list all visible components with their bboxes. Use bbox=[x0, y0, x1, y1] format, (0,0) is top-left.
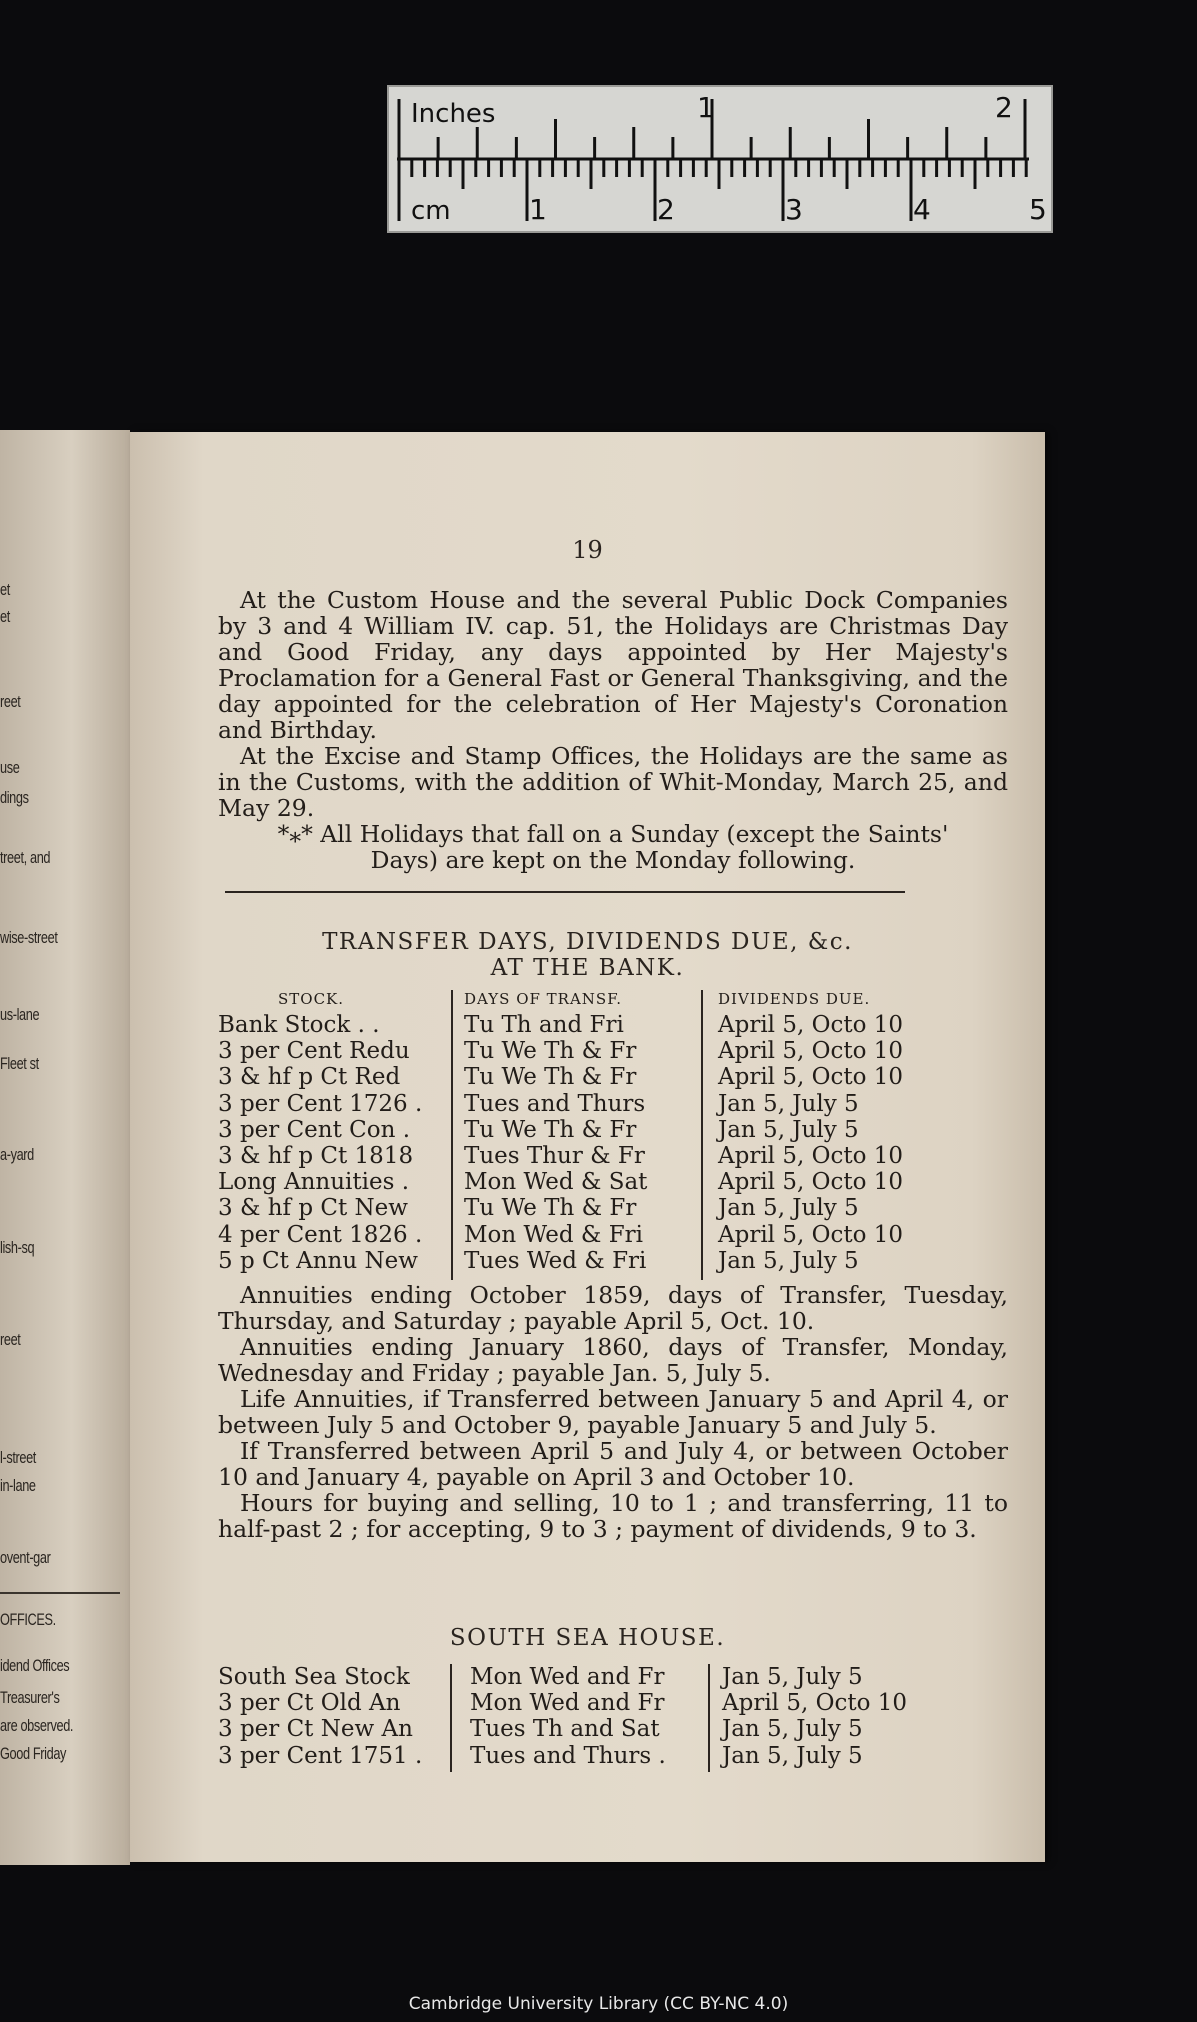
left-page-text-fragment: are observed. bbox=[0, 1716, 74, 1735]
life-annuities-paragraph: Life Annuities, if Transferred between January 5 and April 4, or between July 5 and October 9, payable January 5 and July 5. bbox=[218, 1385, 1008, 1439]
left-page-text-fragment: in-lane bbox=[0, 1476, 36, 1495]
ruler-cm-number: 4 bbox=[913, 193, 931, 226]
hours-paragraph: Hours for buying and selling, 10 to 1 ; and transferring, 11 to half-past 2 ; for accepting, 9 to 3 ; payment of dividends, 9 to 3. bbox=[218, 1489, 1008, 1543]
south-sea-dividends-column bbox=[722, 1664, 1002, 1769]
dividends-due-cell: Jan 5, July 5 bbox=[722, 1716, 863, 1743]
left-page-text-fragment: treet, and bbox=[0, 848, 51, 867]
transfer-days-cell: Tu We Th & Fr bbox=[464, 1116, 637, 1143]
transferred-paragraph: If Transferred between April 5 and July 4, or between October 10 and January 4, payable on April 3 and October 10. bbox=[218, 1437, 1008, 1491]
dividends-due-cell: Jan 5, July 5 bbox=[718, 1116, 859, 1143]
ruler-cm-label: cm bbox=[411, 196, 451, 226]
transfer-days-cell: Tu We Th & Fr bbox=[464, 1038, 637, 1065]
annuities-1860-paragraph: Annuities ending January 1860, days of Transfer, Monday, Wednesday and Friday ; payable Jan. 5, July 5. bbox=[218, 1333, 1008, 1387]
stock-cell: 3 per Cent Redu bbox=[218, 1038, 410, 1065]
ruler-cm-number: 1 bbox=[529, 193, 547, 226]
ruler-cm-number: 2 bbox=[657, 193, 675, 226]
left-page-text-fragment: idend Offices bbox=[0, 1656, 70, 1675]
transfer-days-cell: Tu Th and Fri bbox=[464, 1012, 624, 1038]
transfer-days-cell: Tu We Th & Fr bbox=[464, 1195, 637, 1222]
ruler-cm-number: 3 bbox=[785, 193, 803, 226]
south-sea-stock-column bbox=[218, 1664, 458, 1769]
custom-house-paragraph: At the Custom House and the several Public Dock Companies by 3 and 4 William IV. cap. 51, the Holidays are Christmas Day and Good Friday, any days appointed by Her Majesty's Proclamation for a General Fast or General Thanksgiving, and the day appointed for the celebration of Her Majesty's Coronation and Birthday. bbox=[218, 586, 1008, 744]
south-sea-days-column bbox=[470, 1664, 710, 1769]
transfer-days-cell: Tues and Thurs . bbox=[470, 1742, 666, 1769]
transfer-days-cell: Tues Th and Sat bbox=[470, 1716, 660, 1743]
transfer-days-cell: Mon Wed and Fr bbox=[470, 1690, 665, 1717]
south-sea-heading: SOUTH SEA HOUSE. bbox=[449, 1625, 726, 1651]
dividends-due-cell: April 5, Octo 10 bbox=[722, 1690, 908, 1717]
left-page-text-fragment: us-lane bbox=[0, 1005, 40, 1024]
left-page-text-fragment: OFFICES. bbox=[0, 1610, 56, 1629]
stock-header: STOCK. bbox=[278, 990, 345, 1008]
left-page-text-fragment: reet bbox=[0, 692, 21, 711]
left-page-text-fragment: ovent-gar bbox=[0, 1548, 51, 1567]
stock-cell: 3 per Ct New An bbox=[218, 1716, 413, 1743]
transfer-days-cell: Mon Wed & Fri bbox=[464, 1221, 644, 1248]
dividends-due-cell: Jan 5, July 5 bbox=[718, 1247, 859, 1274]
stock-cell: 5 p Ct Annu New bbox=[218, 1247, 418, 1274]
bank-subheading: AT THE BANK. bbox=[490, 955, 685, 981]
excise-paragraph: At the Excise and Stamp Offices, the Holidays are the same as in the Customs, with the addition of Whit-Monday, March 25, and May 29. bbox=[218, 742, 1008, 822]
stock-cell: 3 per Ct Old An bbox=[218, 1690, 401, 1717]
ruler-cm-number: 5 bbox=[1029, 193, 1047, 226]
sunday-note-line2: Days) are kept on the Monday following. bbox=[370, 846, 856, 874]
dividends-due-cell: April 5, Octo 10 bbox=[718, 1012, 904, 1038]
transfer-days-cell: Mon Wed & Sat bbox=[464, 1169, 648, 1196]
dividends-due-cell: April 5, Octo 10 bbox=[718, 1221, 904, 1248]
stock-cell: 3 per Cent Con . bbox=[218, 1116, 411, 1143]
stock-cell: Long Annuities . bbox=[218, 1169, 410, 1196]
dividends-due-cell: Jan 5, July 5 bbox=[722, 1742, 863, 1769]
days-header: DAYS OF TRANSF. bbox=[464, 990, 623, 1008]
transfer-days-cell: Tues Thur & Fr bbox=[464, 1143, 645, 1170]
stock-cell: Bank Stock . . bbox=[218, 1012, 380, 1038]
left-page-text-fragment: Treasurer's bbox=[0, 1688, 60, 1707]
ruler-inch-number: 2 bbox=[995, 91, 1013, 124]
column-divider bbox=[451, 990, 453, 1280]
left-page-text-fragment: et bbox=[0, 580, 10, 599]
section-divider bbox=[225, 891, 905, 893]
dividends-due-cell: April 5, Octo 10 bbox=[718, 1169, 904, 1196]
left-page-text-fragment: Fleet st bbox=[0, 1054, 39, 1073]
dividends-due-cell: April 5, Octo 10 bbox=[718, 1064, 904, 1091]
left-page-text-fragment: lish-sq bbox=[0, 1238, 35, 1257]
dividends-due-cell: Jan 5, July 5 bbox=[722, 1664, 863, 1690]
sunday-note-line1: *⁎* All Holidays that fall on a Sunday (except the Saints' bbox=[277, 820, 949, 848]
transfer-days-cell: Tues and Thurs bbox=[464, 1090, 646, 1117]
left-page-text-fragment: dings bbox=[0, 788, 29, 807]
book-page bbox=[130, 432, 1045, 1862]
left-page-text-fragment: Good Friday bbox=[0, 1744, 67, 1763]
days-column bbox=[464, 990, 704, 1274]
dividends-due-cell: Jan 5, July 5 bbox=[718, 1195, 859, 1222]
left-page-edge bbox=[0, 430, 130, 1865]
column-divider bbox=[708, 1664, 710, 1772]
image-credit: Cambridge University Library (CC BY-NC 4.0) bbox=[408, 1994, 789, 2014]
stock-cell: 3 & hf p Ct Red bbox=[218, 1064, 401, 1091]
bank-heading: TRANSFER DAYS, DIVIDENDS DUE, &c. bbox=[322, 929, 853, 955]
left-page-text-fragment: wise-street bbox=[0, 928, 58, 947]
left-page-text-fragment: et bbox=[0, 607, 10, 626]
annuities-text bbox=[218, 1282, 1008, 1542]
left-page-divider bbox=[0, 1592, 120, 1594]
holidays-text bbox=[218, 587, 1008, 873]
ruler-inches-label: Inches bbox=[411, 99, 496, 129]
ruler-inch-number: 1 bbox=[697, 91, 715, 124]
stock-cell: South Sea Stock bbox=[218, 1664, 410, 1690]
stock-column bbox=[218, 990, 458, 1274]
measurement-ruler bbox=[387, 85, 1053, 233]
stock-cell: 3 per Cent 1751 . bbox=[218, 1742, 423, 1769]
dividends-header: DIVIDENDS DUE. bbox=[718, 990, 871, 1008]
column-divider bbox=[450, 1664, 452, 1772]
left-page-text-fragment: use bbox=[0, 758, 20, 777]
left-page-text-fragment: reet bbox=[0, 1330, 21, 1349]
page-number: 19 bbox=[572, 536, 603, 564]
annuities-1859-paragraph: Annuities ending October 1859, days of Transfer, Tuesday, Thursday, and Saturday ; payable April 5, Oct. 10. bbox=[218, 1281, 1008, 1335]
ruler-scale bbox=[389, 87, 1051, 231]
dividends-due-cell: April 5, Octo 10 bbox=[718, 1038, 904, 1065]
transfer-days-cell: Tu We Th & Fr bbox=[464, 1064, 637, 1091]
left-page-text-fragment: l-street bbox=[0, 1448, 36, 1467]
dividends-due-cell: April 5, Octo 10 bbox=[718, 1143, 904, 1170]
stock-cell: 3 & hf p Ct 1818 bbox=[218, 1143, 414, 1170]
transfer-days-cell: Tues Wed & Fri bbox=[464, 1247, 647, 1274]
dividends-due-cell: Jan 5, July 5 bbox=[718, 1090, 859, 1117]
left-page-text-fragment: a-yard bbox=[0, 1145, 34, 1164]
column-divider bbox=[701, 990, 703, 1280]
stock-cell: 3 per Cent 1726 . bbox=[218, 1090, 423, 1117]
dividends-column bbox=[718, 990, 998, 1274]
stock-cell: 4 per Cent 1826 . bbox=[218, 1221, 423, 1248]
transfer-days-cell: Mon Wed and Fr bbox=[470, 1664, 665, 1690]
stock-cell: 3 & hf p Ct New bbox=[218, 1195, 408, 1222]
